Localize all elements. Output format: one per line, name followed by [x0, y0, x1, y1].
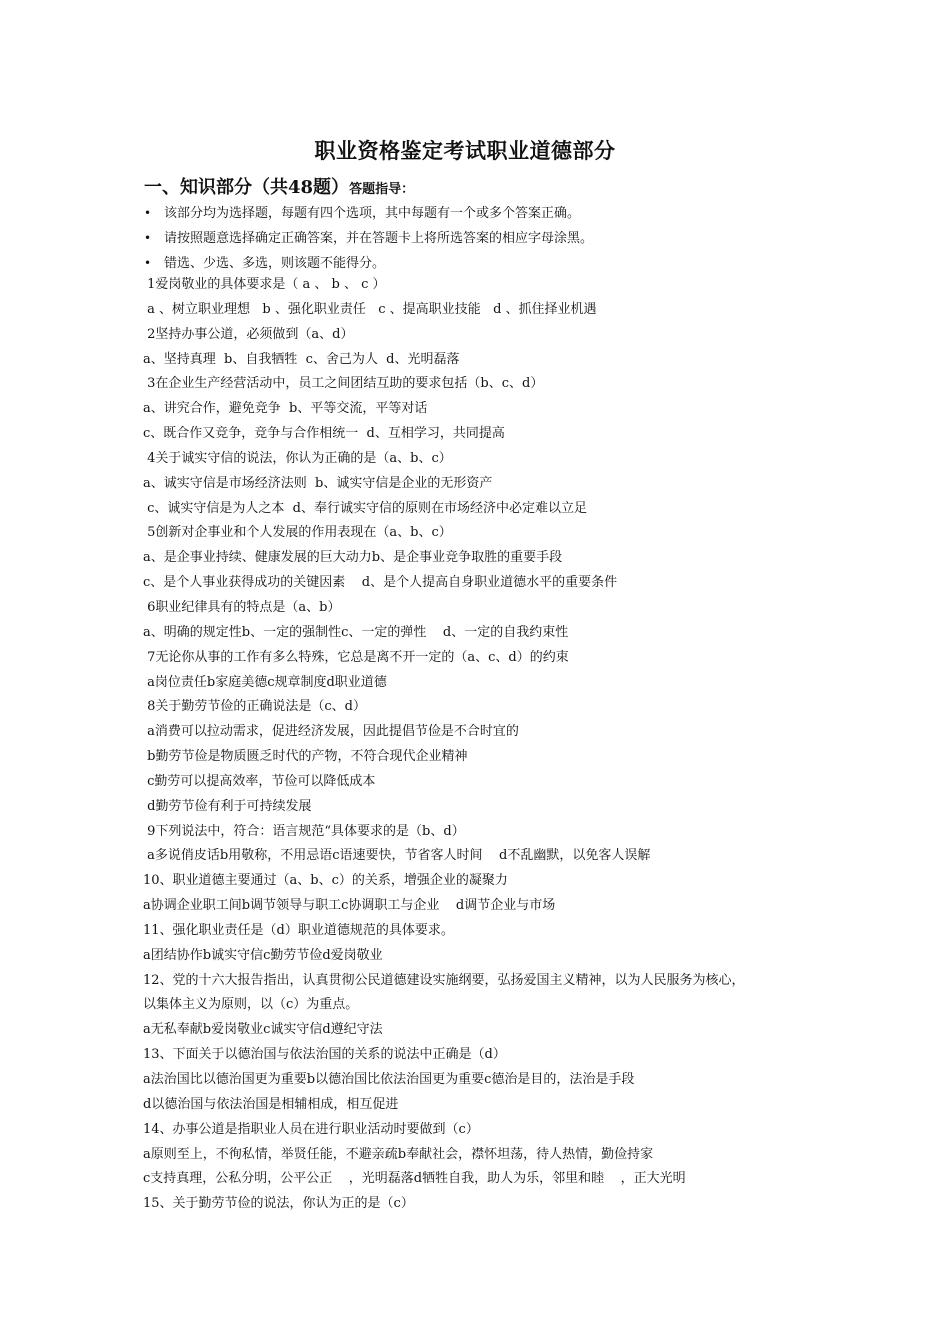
bullet-icon: •: [144, 206, 152, 220]
question-13-options-abc: a法治国比以德治国更为重要b以德治国比依法治国更为重要c德治是目的，法治是手段: [143, 1072, 635, 1087]
question-14-options-ab: a原则至上，不徇私情，举贤任能，不避亲疏b奉献社会，襟怀坦荡，待人热情，勤俭持家: [143, 1146, 654, 1162]
question-8: 8关于勤劳节俭的正确说法是（c、d）: [143, 699, 367, 715]
question-6: 6职业纪律具有的特点是（a、b）: [143, 599, 341, 615]
question-2: 2坚持办事公道，必须做到（a、d）: [143, 326, 354, 342]
document-title: 职业资格鉴定考试职业道德部分: [314, 138, 616, 163]
question-2-options: a、坚持真理 b、自我牺牲 c、舍己为人 d、光明磊落: [143, 351, 460, 367]
instruction-item: [144, 226, 593, 251]
instruction-text: 错选、少选、多选，则该题不能得分。: [164, 256, 386, 271]
question-content: [143, 273, 813, 1217]
question-3-options-ab: a、讲究合作，避免竞争 b、平等交流，平等对话: [143, 401, 428, 417]
question-1: 1爱岗敬业的具体要求是（ a 、 b 、 c ）: [143, 277, 386, 292]
question-7: 7无论你从事的工作有多么特殊，它总是离不开一定的（a、c、d）的约束: [143, 649, 569, 665]
instruction-text: 请按照题意选择确定正确答案，并在答题卡上将所选答案的相应字母涂黑。: [164, 231, 594, 246]
question-8-option-c: c勤劳可以提高效率，节俭可以降低成本: [143, 773, 376, 789]
bullet-icon: •: [144, 256, 152, 270]
question-12-options: a无私奉献b爱岗敬业c诚实守信d遵纪守法: [143, 1022, 383, 1038]
question-9: 9下列说法中，符合：语言规范“具体要求的是（b、d）: [143, 823, 465, 839]
question-10-options: a协调企业职工间b调节领导与职工c协调职工与企业 d调节企业与市场: [143, 898, 556, 914]
question-12: 12、党的十六大报告指出，认真贯彻公民道德建设实施纲要，弘扬爱国主义精神，以为人民服务为核心，: [143, 972, 745, 988]
question-14-options-cd: c支持真理，公私分明，公平公正 ，光明磊落d牺牲自我，助人为乐，邻里和睦 ，正大光明: [143, 1171, 686, 1187]
question-11-options: a团结协作b诚实守信c勤劳节俭d爱岗敬业: [143, 947, 383, 963]
question-13-option-d: d以德治国与依法治国是相辅相成，相互促进: [143, 1096, 399, 1112]
question-4-options-ab: a、诚实守信是市场经济法则 b、诚实守信是企业的无形资产: [143, 475, 493, 491]
question-3: 3在企业生产经营活动中，员工之间团结互助的要求包括（b、c、d）: [143, 376, 544, 392]
question-4-options-cd: c、诚实守信是为人之本 d、奉行诚实守信的原则在市场经济中必定难以立足: [143, 500, 587, 516]
section-heading-title: 一、知识部分（共48题）: [144, 177, 350, 198]
question-7-options: a岗位责任b家庭美德c规章制度d职业道德: [143, 674, 387, 690]
question-8-option-b: b勤劳节俭是物质匮乏时代的产物，不符合现代企业精神: [143, 749, 468, 765]
bullet-icon: •: [144, 231, 152, 245]
question-10: 10、职业道德主要通过（a、b、c）的关系，增强企业的凝聚力: [143, 873, 508, 889]
question-4: 4关于诚实守信的说法，你认为正确的是（a、b、c）: [143, 450, 452, 466]
instruction-list: [144, 201, 593, 276]
question-5-options-cd: c、是个人事业获得成功的关键因素 d、是个人提高自身职业道德水平的重要条件: [143, 575, 618, 591]
question-5: 5创新对企事业和个人发展的作用表现在（a、b、c）: [143, 525, 452, 541]
question-14: 14、办事公道是指职业人员在进行职业活动时要做到（c）: [143, 1121, 479, 1137]
question-15: 15、关于勤劳节俭的说法，你认为正的是（c）: [143, 1196, 414, 1212]
question-13: 13、下面关于以德治国与依法治国的关系的说法中正确是（d）: [143, 1047, 506, 1063]
section-heading: [144, 174, 414, 202]
question-12-continued: 以集体主义为原则，以（c）为重点。: [143, 997, 359, 1013]
question-8-option-d: d勤劳节俭有利于可持续发展: [143, 798, 312, 814]
question-5-options-ab: a、是企事业持续、健康发展的巨大动力b、是企事业竞争取胜的重要手段: [143, 550, 563, 566]
question-11: 11、强化职业责任是（d）职业道德规范的具体要求。: [143, 922, 454, 938]
question-9-options: a多说俏皮话b用敬称，不用忌语c语速要快，节省客人时间 d不乱幽默，以免客人误解: [143, 848, 651, 864]
instruction-text: 该部分均为选择题，每题有四个选项，其中每题有一个或多个答案正确。: [164, 206, 581, 221]
question-6-options: a、明确的规定性b、一定的强制性c、一定的弹性 d、一定的自我约束性: [143, 624, 569, 640]
answer-guide-label: 答题指导：: [349, 182, 415, 197]
question-8-option-a: a消费可以拉动需求，促进经济发展，因此提倡节俭是不合时宜的: [143, 724, 519, 740]
instruction-item: [144, 201, 593, 226]
question-3-options-cd: c、既合作又竞争，竞争与合作相统一 d、互相学习，共同提高: [143, 426, 505, 442]
question-1-options: a 、树立职业理想 b 、强化职业责任 c 、提高职业技能 d 、抓住择业机遇: [143, 301, 597, 317]
